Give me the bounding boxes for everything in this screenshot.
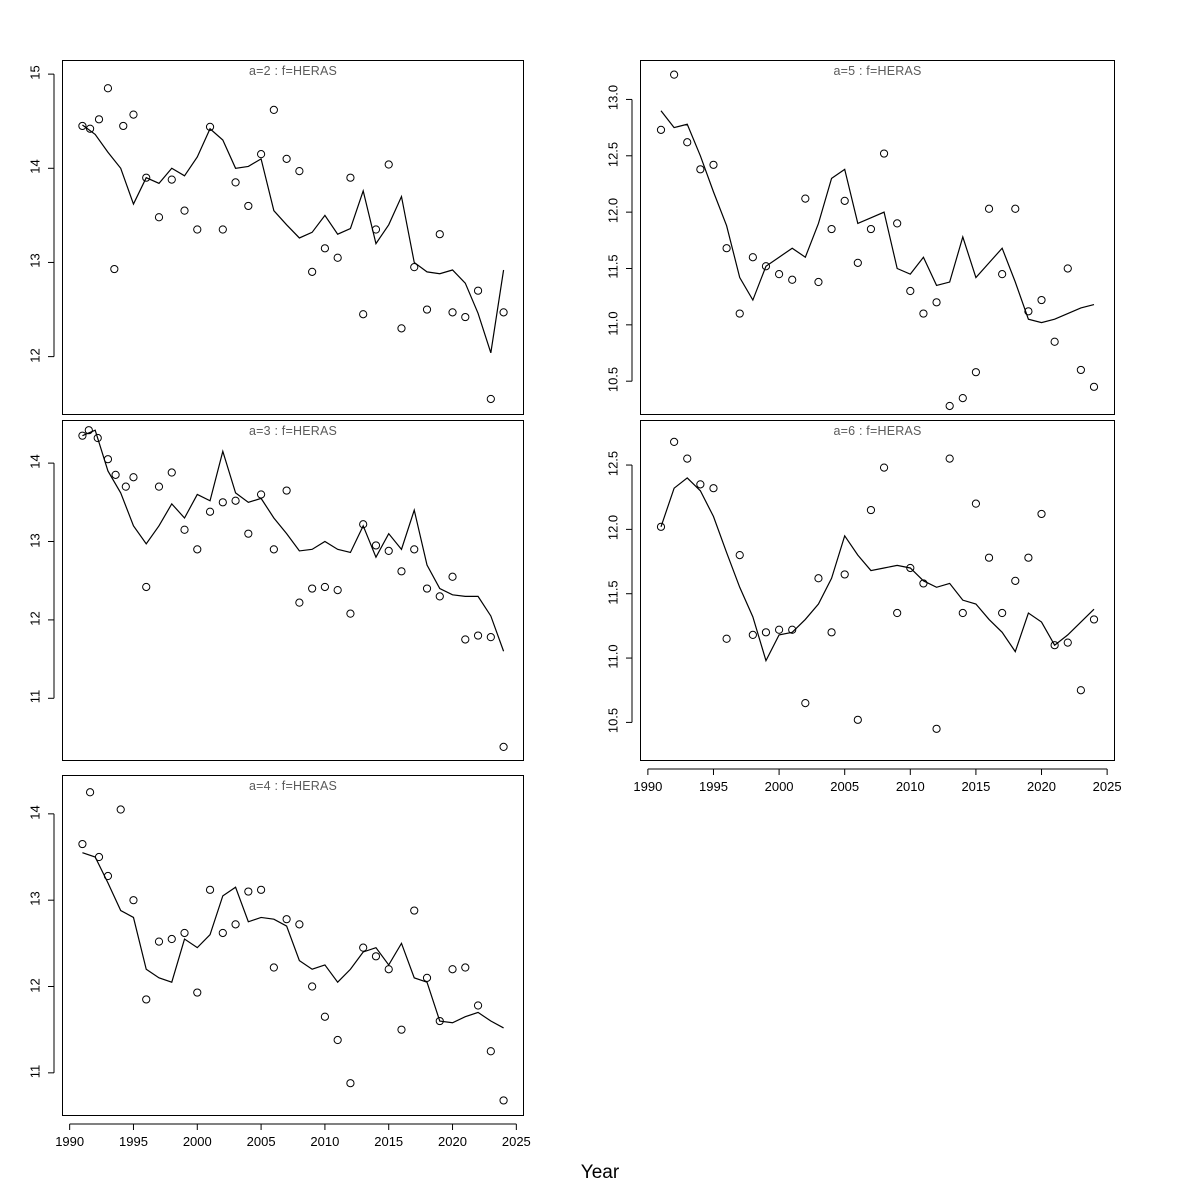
x-tick-label: 2015 (961, 779, 991, 794)
y-tick-label: 12.5 (605, 141, 621, 167)
y-tick-label: 15 (27, 65, 43, 80)
x-tick-label: 2010 (895, 779, 925, 794)
chart-panel-a6 (605, 420, 1122, 794)
chart-panel-a3 (27, 420, 524, 761)
x-tick-label: 2010 (310, 1134, 340, 1149)
x-tick-label: 1995 (119, 1134, 148, 1149)
y-tick-label: 13 (27, 891, 43, 906)
x-tick-label: 2005 (246, 1134, 276, 1149)
axis-layer (62, 775, 524, 1116)
y-tick-label: 12.0 (605, 197, 621, 224)
x-tick-label: 2020 (1027, 779, 1056, 794)
axis-layer (62, 60, 524, 415)
x-tick-label: 1990 (633, 779, 663, 794)
axis-layer (62, 420, 524, 761)
panel-title: a=5 : f=HERAS (833, 64, 922, 78)
x-tick-label: 1990 (55, 1134, 85, 1149)
chart-panel-a5 (605, 60, 1115, 415)
y-tick-label: 13.0 (605, 85, 621, 111)
x-axis-label: Year (580, 1162, 620, 1183)
y-tick-label: 11.5 (605, 254, 621, 280)
y-tick-label: 11 (27, 1064, 43, 1079)
y-tick-label: 14 (27, 159, 43, 175)
x-tick-label: 2015 (374, 1134, 404, 1149)
y-tick-label: 11.0 (605, 311, 621, 336)
x-tick-label: 2025 (1092, 779, 1122, 794)
y-tick-label: 12.0 (605, 515, 621, 541)
x-tick-label: 2025 (501, 1134, 531, 1149)
x-tick-label: 1995 (699, 779, 728, 794)
y-tick-label: 13 (27, 253, 43, 269)
panel-title: a=4 : f=HERAS (248, 779, 338, 793)
axis-layer (640, 60, 1115, 415)
y-tick-label: 14 (27, 454, 43, 469)
y-tick-label: 13 (27, 532, 43, 548)
x-tick-label: 2000 (764, 779, 794, 794)
y-tick-label: 12.5 (605, 450, 621, 477)
panel-title: a=6 : f=HERAS (833, 424, 922, 438)
chart-panel-a4 (27, 775, 531, 1149)
y-tick-label: 14 (27, 805, 43, 820)
y-tick-label: 11 (27, 690, 43, 704)
x-tick-label: 2000 (182, 1134, 212, 1149)
panel-title: a=3 : f=HERAS (248, 424, 338, 438)
x-tick-label: 2005 (830, 779, 860, 794)
axis-layer (640, 420, 1115, 761)
y-tick-label: 12 (27, 611, 43, 626)
panel-title: a=2 : f=HERAS (248, 64, 338, 78)
y-tick-label: 12 (27, 347, 43, 363)
y-tick-label: 10.5 (605, 708, 621, 734)
y-tick-label: 10.5 (605, 367, 621, 393)
y-tick-label: 11.5 (605, 580, 621, 605)
y-tick-label: 11.0 (605, 644, 621, 669)
y-tick-label: 12 (27, 977, 43, 993)
chart-panel-a2 (27, 60, 524, 415)
x-tick-label: 2020 (438, 1134, 467, 1149)
